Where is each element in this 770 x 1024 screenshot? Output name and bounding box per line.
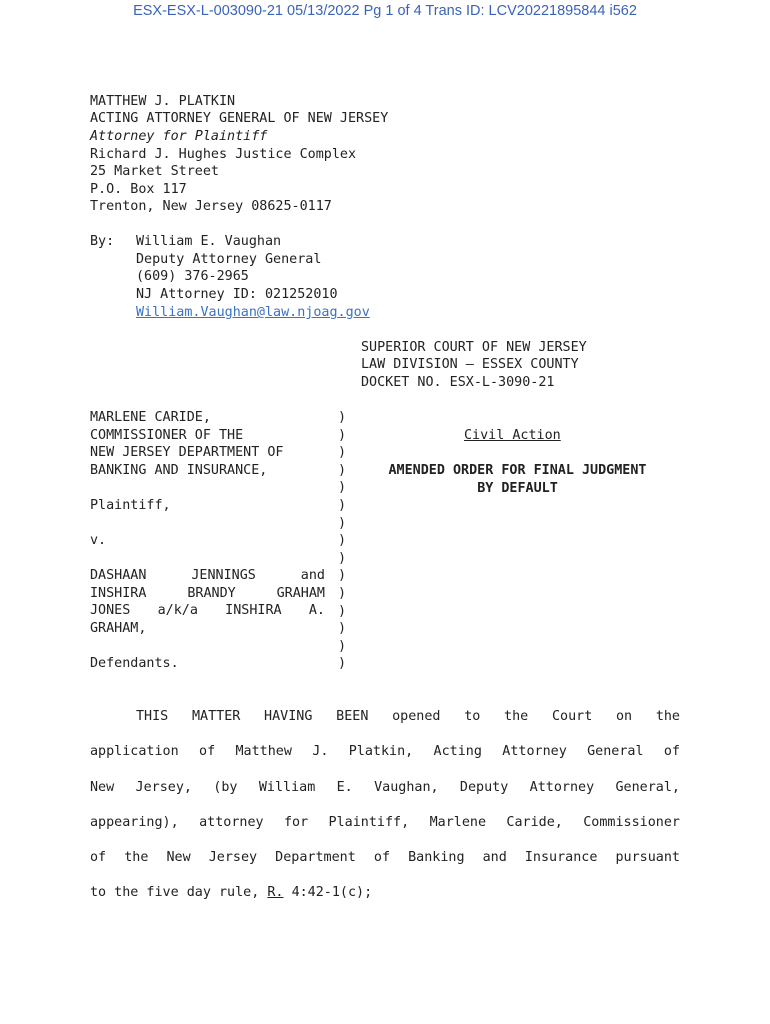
caption-paren: ): [338, 515, 347, 531]
address-line-2: 25 Market Street: [90, 164, 219, 179]
defendants-label: Defendants.: [90, 656, 179, 671]
caption-paren: ): [338, 568, 347, 584]
caption-paren: ): [338, 480, 347, 496]
plaintiff-name: MARLENE CARIDE,: [90, 410, 211, 425]
court-name: SUPERIOR COURT OF NEW JERSEY: [361, 340, 587, 355]
attorney-role: Attorney for Plaintiff: [90, 129, 268, 144]
plaintiff-title-2: NEW JERSEY DEPARTMENT OF: [90, 445, 284, 460]
attorney-title: ACTING ATTORNEY GENERAL OF NEW JERSEY: [90, 111, 389, 126]
address-line-1: Richard J. Hughes Justice Complex: [90, 147, 357, 162]
caption-paren: ): [338, 462, 347, 478]
defendant-line-1: DASHAAN JENNINGS and: [90, 568, 325, 583]
address-line-4: Trenton, New Jersey 08625-0117: [90, 199, 332, 214]
civil-action-label: Civil Action: [464, 428, 561, 443]
caption-paren: ): [338, 498, 347, 513]
defendant-line-2: INSHIRA BRANDY GRAHAM: [90, 586, 325, 601]
caption-paren: ): [338, 603, 347, 619]
body-line-1: THIS MATTER HAVING BEEN opened to the Court on the: [136, 709, 680, 724]
deputy-email-link[interactable]: William.Vaughan@law.njoag.gov: [136, 305, 370, 320]
attorney-name: MATTHEW J. PLATKIN: [90, 94, 236, 109]
deputy-attorney-id: NJ Attorney ID: 021252010: [136, 287, 338, 302]
caption-paren: ): [338, 586, 347, 601]
body-line-6-prefix: to the five day rule,: [90, 885, 260, 900]
caption-paren: ): [338, 410, 347, 425]
body-line-5: of the New Jersey Department of Banking and Insurance pursuant: [90, 850, 680, 865]
by-label: By:: [90, 234, 115, 249]
plaintiff-title-3: BANKING AND INSURANCE,: [90, 463, 268, 478]
caption-paren: ): [338, 445, 347, 461]
caption-paren: ): [338, 656, 347, 672]
docket-number: DOCKET NO. ESX-L-3090-21: [361, 375, 555, 390]
court-division: LAW DIVISION – ESSEX COUNTY: [361, 357, 579, 372]
deputy-name: William E. Vaughan: [136, 234, 282, 249]
deputy-title: Deputy Attorney General: [136, 252, 322, 267]
versus-label: v.: [90, 533, 107, 548]
body-line-6: [90, 884, 680, 901]
order-title-line-1: AMENDED ORDER FOR FINAL JUDGMENT: [388, 463, 647, 478]
caption-paren: ): [338, 621, 347, 637]
rule-citation: R.: [267, 885, 284, 900]
body-line-6-suffix: 4:42-1(c);: [291, 885, 373, 900]
deputy-phone: (609) 376-2965: [136, 269, 249, 284]
order-title-line-2: BY DEFAULT: [477, 481, 558, 496]
caption-paren: ): [338, 533, 347, 549]
address-line-3: P.O. Box 117: [90, 182, 187, 197]
plaintiff-label: Plaintiff,: [90, 498, 171, 513]
body-line-4: appearing), attorney for Plaintiff, Marlene Caride, Commissioner: [90, 815, 680, 830]
body-line-2: application of Matthew J. Platkin, Acting Attorney General of: [90, 744, 680, 759]
plaintiff-title-1: COMMISSIONER OF THE: [90, 428, 244, 443]
defendant-line-3: JONES a/k/a INSHIRA A.: [90, 603, 325, 618]
filing-stamp: ESX-ESX-L-003090-21 05/13/2022 Pg 1 of 4 Trans ID: LCV20221895844 i562: [133, 3, 637, 19]
defendant-line-4: GRAHAM,: [90, 621, 147, 636]
caption-paren: ): [338, 427, 347, 443]
caption-paren: ): [338, 638, 347, 654]
body-line-3: New Jersey, (by William E. Vaughan, Deputy Attorney General,: [90, 780, 680, 795]
caption-paren: ): [338, 550, 347, 566]
